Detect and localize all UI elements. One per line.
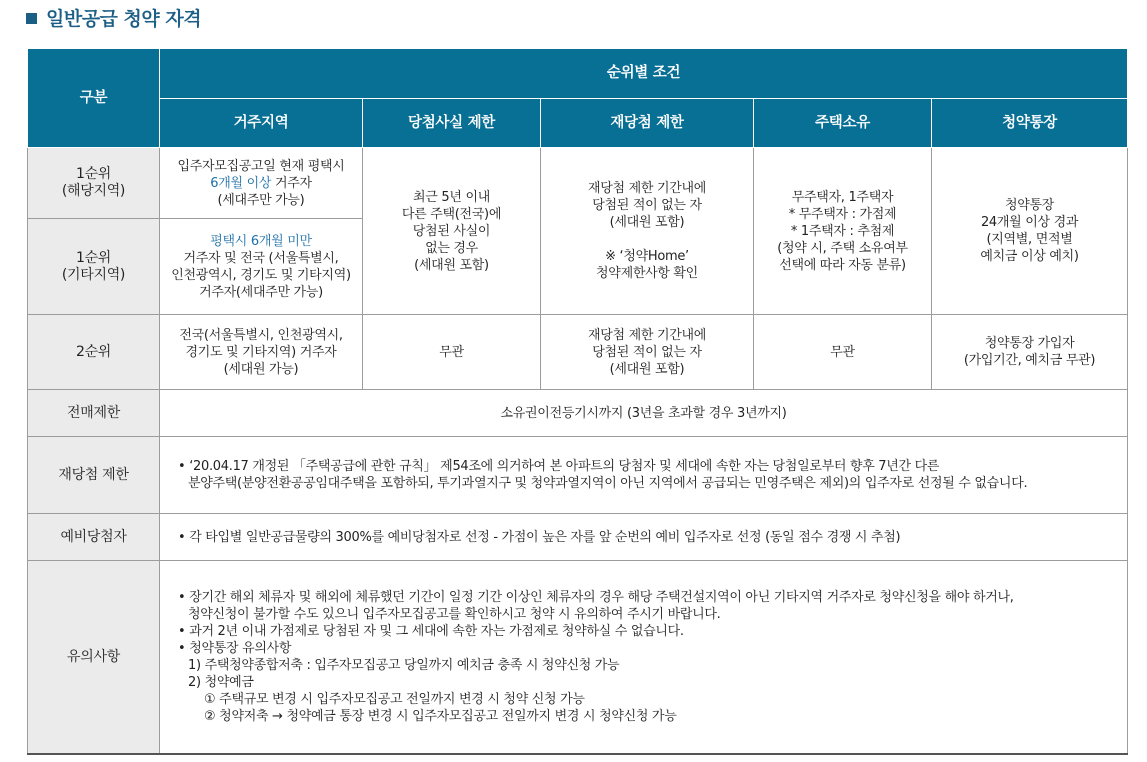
rank1-other-residence [160,219,363,315]
cell-line: (세대원 포함) [609,215,685,230]
table-row-rewin [28,437,1128,514]
rank1-win-restriction [363,148,541,315]
cell-line: 재당첨 제한 기간내에 [588,181,706,196]
notes-line: 2) 청약예금 [188,675,254,690]
rank2-housing-ownership: 무관 [754,315,932,390]
rank1-local-residence [160,148,363,219]
header-category: 구분 [28,49,160,148]
rewin-label: 재당첨 제한 [28,437,160,514]
cell-line: 당첨된 적이 없는 자 [592,344,702,360]
rank1-other-label-line: (기타지역) [61,266,126,283]
table-row-resale [28,390,1128,437]
rank1-local-label [28,148,160,219]
cell-line: (지역별, 면적별 [986,232,1073,247]
residence-highlight: 평택시 6개월 미만 [210,233,312,249]
header-residence: 거주지역 [160,99,363,148]
cell-line: (세대원 가능) [223,361,299,377]
cell-line: ※ ‘청약Home’ [605,249,689,264]
rank2-label: 2순위 [28,315,160,390]
reserve-label: 예비당첨자 [28,514,160,561]
residence-highlight: 6개월 이상 [210,175,272,191]
title-bullet-square [26,13,37,24]
cell-line: 청약통장 가입자 [984,336,1075,351]
cell-line: 24개월 이상 경과 [980,215,1079,230]
rank1-local-label-line: (해당지역) [61,183,126,199]
table-row-rank2 [28,315,1128,390]
residence-line: 거주자 및 전국 (서울특별시, [183,250,339,266]
table-row-notes [28,561,1128,755]
reserve-text: • 각 타입별 일반공급물량의 300%를 예비당첨자로 선정 - 가점이 높은 자를 앞 순번의 예비 입주자로 선정 (동일 점수 경쟁 시 추첨) [160,514,1128,561]
notes-line: 청약신청이 불가할 수도 있으니 입주자모집공고를 확인하시고 청약 시 유의하여 주시기 바랍니다. [188,607,721,622]
cell-line: * 1주택자 : 추첨제 [790,223,895,239]
header-account: 청약통장 [932,99,1128,148]
residence-line [164,175,358,192]
resale-label: 전매제한 [28,390,160,437]
cell-line: (가입기간, 예치금 무관) [963,353,1096,368]
header-win-restriction: 당첨사실 제한 [363,99,541,148]
cell-line: 예치금 이상 예치) [980,249,1079,264]
cell-line: 전국(서울특별시, 인천광역시, [179,327,343,343]
residence-line: 입주자모집공고일 현재 평택시 [177,158,345,174]
section-title [26,4,201,30]
cell-line: * 무주택자 : 가점제 [788,206,897,222]
cell-line: 없는 경우 [425,240,478,256]
rewin-line: 분양주택(분양전환공공임대주택을 포함하되, 투기과열지구 및 청약과열지역이 아닌 지역에서 공급되는 민영주택은 제외)의 입주자로 선정될 수 없습니다. [188,476,1028,491]
cell-line: 다른 주택(전국)에 [401,206,502,222]
notes-line: • 과거 2년 이내 가점제로 당첨된 자 및 그 세대에 속한 자는 가점제로 청약하실 수 없습니다. [178,624,684,639]
cell-line: (세대원 포함) [414,257,489,273]
rank2-win-restriction: 무관 [363,315,541,390]
residence-text: 거주자 [271,175,312,191]
notes-line: ② 청약저축 → 청약예금 통장 변경 시 입주자모집공고 전일까지 변경 시 청약신청 가능 [204,709,677,724]
notes-line: • 청약통장 유의사항 [178,641,292,656]
header-condition-group: 순위별 조건 [160,49,1128,99]
cell-line: (세대원 포함) [609,361,685,377]
table-row-reserve [28,514,1128,561]
rewin-text [160,437,1128,514]
rank2-account [932,315,1128,390]
cell-line: 선택에 따라 자동 분류) [779,257,906,273]
table-row-rank1-local [28,148,1128,219]
header-housing-ownership: 주택소유 [754,99,932,148]
cell-line: 최근 5년 이내 [413,189,490,205]
rank1-local-label-line: 1순위 [75,166,112,182]
residence-line: (세대주만 가능) [217,192,305,208]
rank2-residence [160,315,363,390]
cell-line: (청약 시, 주택 소유여부 [777,240,908,256]
cell-line: 당첨된 적이 없는 자 [592,198,702,213]
notes-line: • 장기간 해외 체류자 및 해외에 체류했던 기간이 일정 기간 이상인 체류자의 경우 해당 주택건설지역이 아닌 기타지역 거주자로 청약신청을 해야 하거나, [178,590,1014,605]
header-rewin-restriction: 재당첨 제한 [541,99,754,148]
cell-line: 재당첨 제한 기간내에 [588,327,706,343]
rewin-line: • ‘20.04.17 개정된 「주택공급에 관한 규칙」 제54조에 의거하여 본 아파트의 당첨자 및 세대에 속한 자는 당첨일로부터 향후 7년간 다른 [178,459,940,474]
notes-text [160,561,1128,755]
eligibility-table [27,48,1128,755]
notes-line: 1) 주택청약종합저축 : 입주자모집공고 당일까지 예치금 충족 시 청약신청 가능 [188,658,620,673]
cell-line: 청약통장 [1005,198,1055,213]
cell-line: 당첨된 사실이 [412,223,491,239]
residence-line: 거주자(세대주만 가능) [199,284,323,300]
page-title: 일반공급 청약 자격 [46,7,202,30]
cell-line: 청약제한사항 확인 [596,266,698,281]
cell-line: 무주택자, 1주택자 [791,189,894,205]
rank1-other-label [28,219,160,315]
rank2-rewin-restriction [541,315,754,390]
cell-line: 경기도 및 기타지역) 거주자 [185,344,337,360]
rank1-housing-ownership [754,148,932,315]
notes-line: ① 주택규모 변경 시 입주자모집공고 전일까지 변경 시 청약 신청 가능 [204,692,585,707]
rank1-rewin-restriction [541,148,754,315]
rank1-account [932,148,1128,315]
residence-line: 인천광역시, 경기도 및 기타지역) [171,267,351,283]
notes-label: 유의사항 [28,561,160,755]
resale-text: 소유권이전등기시까지 (3년을 초과할 경우 3년까지) [160,390,1128,437]
rank1-other-label-line: 1순위 [75,249,112,266]
cell-spacer [545,231,749,248]
